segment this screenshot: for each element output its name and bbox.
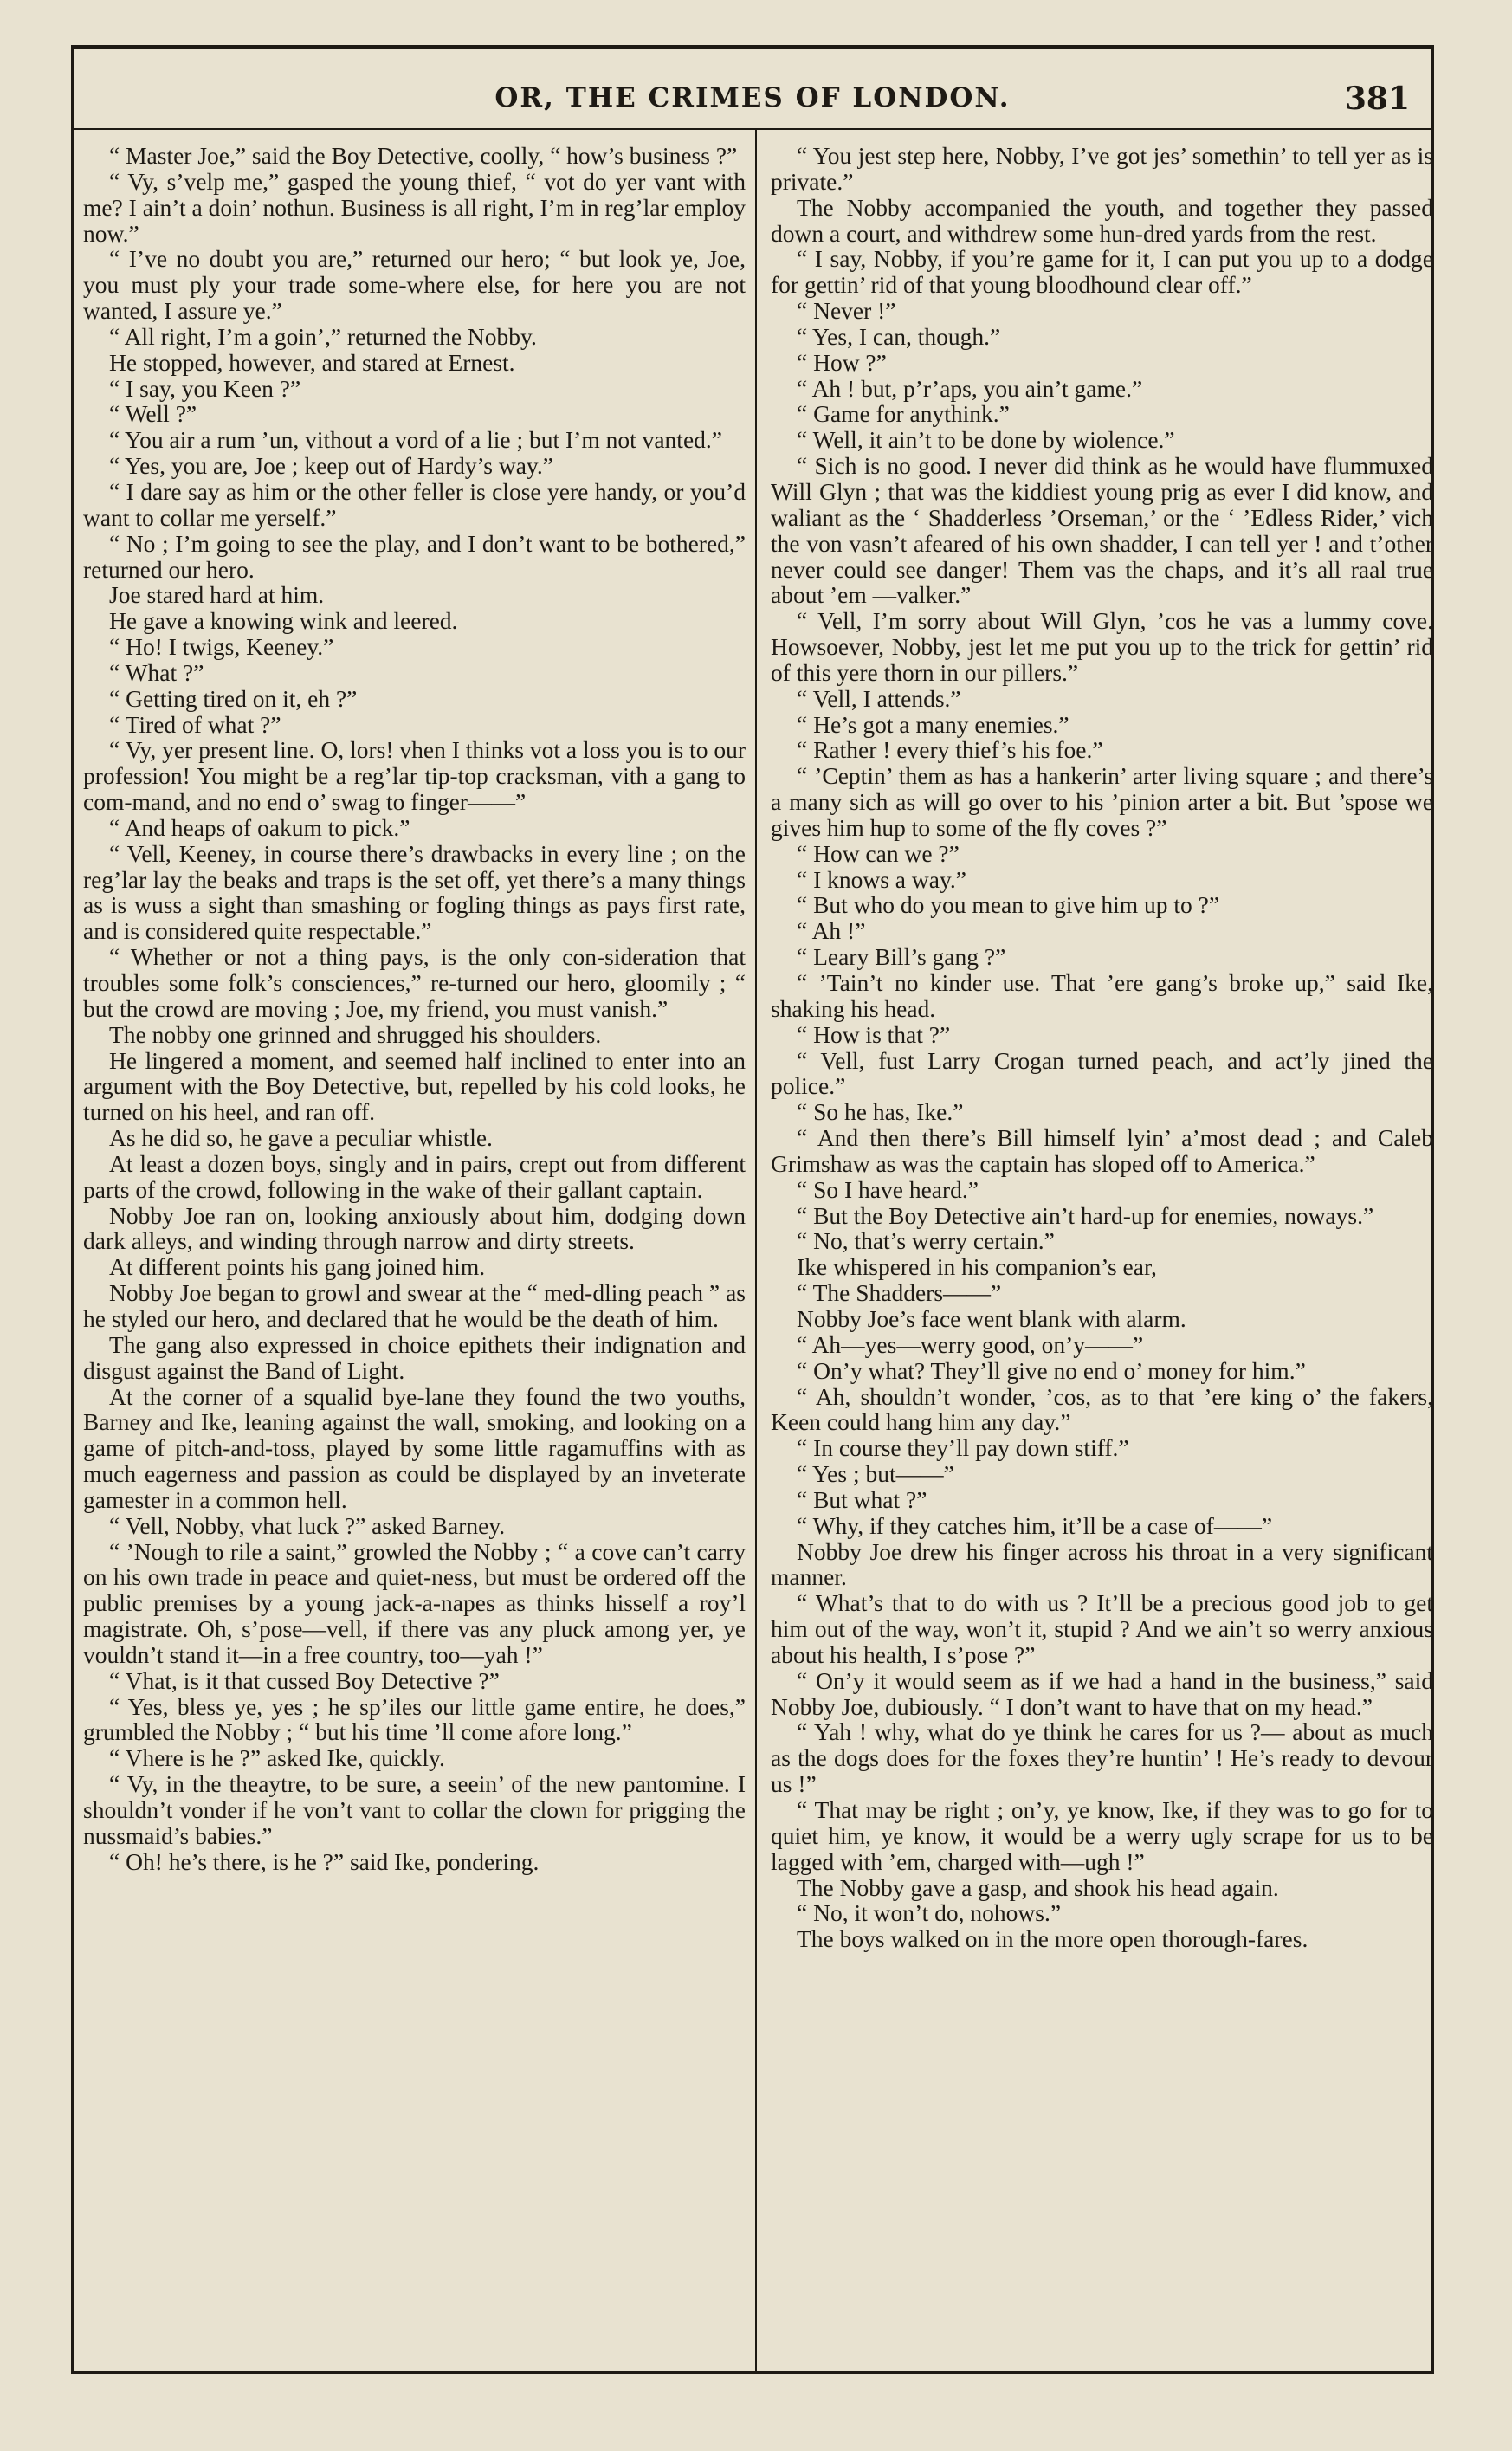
paragraph: “ The Shadders——” [797, 1279, 1002, 1307]
paragraph: “ I say, you Keen ?” [109, 374, 301, 402]
paragraph: Nobby Joe began to growl and swear at the “ med-dling peach ” as he styled our hero, and declared that he would be the death of him. [83, 1279, 746, 1332]
paragraph: “ Vell, I attends.” [797, 684, 961, 712]
paragraph: “ Ah—yes—werry good, on’y——” [797, 1330, 1144, 1358]
paragraph: “ But what ?” [797, 1485, 927, 1513]
paragraph: “ How is that ?” [797, 1020, 951, 1048]
paragraph: “ Vy, yer present line. O, lors! vhen I thinks vot a loss you is to our profession! You might be a reg’lar tip-top cracksman, vith a gang to com-mand, and no end o’ swag to finger——” [83, 736, 746, 816]
paragraph: “ Well ?” [109, 400, 197, 428]
paragraph: “ Yes ; but——” [797, 1460, 954, 1488]
paragraph: “ Yes, I can, though.” [797, 322, 1001, 350]
paragraph: “ But the Boy Detective ain’t hard-up for enemies, noways.” [797, 1201, 1374, 1229]
paragraph: “ All right, I’m a goin’,” returned the Nobby. [109, 322, 537, 350]
paragraph: “ ’Tain’t no kinder use. That ’ere gang’s broke up,” said Ike, shaking his head. [771, 969, 1433, 1022]
paragraph: “ I say, Nobby, if you’re game for it, I can put you up to a dodge for gettin’ rid of that young bloodhound clear off.” [771, 245, 1433, 299]
paragraph: The Nobby gave a gasp, and shook his head again. [797, 1873, 1279, 1901]
paragraph: “ Why, if they catches him, it’ll be a case of——” [797, 1511, 1273, 1539]
paragraph: “ Ah ! but, p’r’aps, you ain’t game.” [797, 374, 1143, 402]
paragraph: “ Yah ! why, what do ye think he cares for us ?— about as much as the dogs does for the foxes they’re huntin’ ! He’s ready to devour us !” [771, 1718, 1433, 1798]
paragraph: “ Yes, bless ye, yes ; he sp’iles our little game entire, he does,” grumbled the Nobby ; “ but his time ’ll come afore long.” [83, 1692, 746, 1746]
paragraph: Ike whispered in his companion’s ear, [797, 1253, 1157, 1281]
paragraph: Joe stared hard at him. [109, 581, 325, 609]
paragraph: “ Master Joe,” said the Boy Detective, coolly, “ how’s business ?” [109, 142, 738, 169]
paragraph: “ Leary Bill’s gang ?” [797, 943, 1006, 971]
paragraph: At the corner of a squalid bye-lane they found the two youths, Barney and Ike, leaning against the wall, smoking, and looking on a game of pitch-and-toss, played by some little ragamuffins with as much eagerness and passion as could be displayed by an inveterate gamester in a common hell. [83, 1382, 746, 1513]
paragraph: “ How can we ?” [797, 839, 960, 867]
paragraph: “ ’Ceptin’ them as has a hankerin’ arter living square ; and there’s a many sich as will go over to his ’pinion arter a bit. But ’spose we gives him hup to some of the fly coves ?” [771, 762, 1433, 841]
paragraph: “ Yes, you are, Joe ; keep out of Hardy’s way.” [109, 452, 553, 480]
paragraph: “ On’y what? They’ll give no end o’ money for him.” [797, 1356, 1306, 1384]
paragraph: “ Vell, fust Larry Crogan turned peach, and act’ly jined the police.” [771, 1046, 1433, 1100]
paragraph: “ Vell, I’m sorry about Will Glyn, ’cos he vas a lummy cove. Howsoever, Nobby, jest let me put you up to the trick for gettin’ rid of this yere thorn in our pillers.” [771, 607, 1433, 686]
page-number: 381 [1344, 81, 1410, 117]
paragraph: “ How ?” [797, 348, 887, 376]
column-divider [755, 130, 757, 2371]
paragraph: Nobby Joe’s face went blank with alarm. [797, 1304, 1186, 1332]
paragraph: “ Vhat, is it that cussed Boy Detective ?” [109, 1666, 500, 1694]
paragraph: “ That may be right ; on’y, ye know, Ike, if they was to go for to quiet him, ye know, it would be a werry ugly scrape for us to be lagged with ’em, charged with—ugh !” [771, 1796, 1433, 1875]
header-rule [74, 128, 1431, 130]
paragraph: The gang also expressed in choice epithets their indignation and disgust against the Band of Light. [83, 1330, 746, 1384]
bottom-rule [71, 2371, 1434, 2374]
paragraph: The Nobby accompanied the youth, and together they passed down a court, and withdrew some hun-dred yards from the rest. [771, 193, 1433, 247]
paragraph: At different points his gang joined him. [109, 1253, 486, 1281]
paragraph: “ Vy, s’velp me,” gasped the young thief, “ vot do yer vant with me? I ain’t a doin’ nothun. Business is all right, I’m in reg’lar employ now.” [83, 167, 746, 247]
paragraph: “ Vy, in the theaytre, to be sure, a seein’ of the new pantomine. I shouldn’t vonder if he von’t vant to collar the clown for prigging the nussmaid’s babies.” [83, 1770, 746, 1849]
paragraph: “ Vhere is he ?” asked Ike, quickly. [109, 1744, 445, 1772]
paragraph: “ Never !” [797, 297, 896, 325]
paragraph: At least a dozen boys, singly and in pairs, crept out from different parts of the crowd, following in the wake of their gallant captain. [83, 1149, 746, 1203]
paragraph: “ In course they’ll pay down stiff.” [797, 1434, 1129, 1462]
paragraph: “ Whether or not a thing pays, is the only con-sideration that troubles some folk’s consciences,” re-turned our hero, gloomily ; “ but the crowd are moving ; Joe, my friend, you must vanish.” [83, 943, 746, 1022]
top-rule [71, 45, 1434, 49]
paragraph: Nobby Joe drew his finger across his throat in a very significant manner. [771, 1537, 1433, 1591]
paragraph: “ What ?” [109, 658, 204, 686]
paragraph: “ Rather ! every thief’s his foe.” [797, 736, 1103, 764]
paragraph: “ What’s that to do with us ? It’ll be a precious good job to get him out of the way, won’t it, stupid ? And we ain’t so werry anxious about his health, I s’pose ?” [771, 1589, 1433, 1668]
paragraph: “ So he has, Ike.” [797, 1098, 964, 1126]
paragraph: “ I’ve no doubt you are,” returned our hero; “ but look ye, Joe, you must ply your trade some-where else, for here you are not wanted, I assure ye.” [83, 245, 746, 325]
paragraph: “ Game for anythink.” [797, 400, 1010, 428]
paragraph: “ Vell, Keeney, in course there’s drawbacks in every line ; on the reg’lar lay the beaks and traps is the set off, yet there’s a many things as is wuss a sight than smashing or fogling things as pays first rate, and is considered quite respectable.” [83, 839, 746, 945]
paragraph: “ Ho! I twigs, Keeney.” [109, 633, 334, 661]
left-column [83, 143, 746, 1875]
right-column [771, 143, 1433, 1952]
paragraph: “ Oh! he’s there, is he ?” said Ike, pondering. [109, 1847, 540, 1875]
paragraph: “ No ; I’m going to see the play, and I don’t want to be bothered,” returned our hero. [83, 529, 746, 583]
paragraph: “ You jest step here, Nobby, I’ve got jes’ somethin’ to tell yer as is private.” [771, 142, 1433, 195]
paragraph: “ ’Nough to rile a saint,” growled the Nobby ; “ a cove can’t carry on his own trade in peace and quiet-ness, but must be ordered off the public premises by a young jack-a-napes as thinks hisself a roy’l magistrate. Oh, s’pose—vell, if there vas any pluck among yer, ye vouldn’t stand it—in a free country, too—yah !” [83, 1537, 746, 1668]
paragraph: “ I knows a way.” [797, 865, 966, 893]
paragraph: “ Ah !” [797, 917, 866, 945]
paragraph: “ But who do you mean to give him up to ?” [797, 891, 1220, 919]
paragraph: “ On’y it would seem as if we had a hand in the business,” said Nobby Joe, dubiously. “ I don’t want to have that on my head.” [771, 1666, 1433, 1720]
paragraph: “ And then there’s Bill himself lyin’ a’most dead ; and Caleb Grimshaw as was the captain has sloped off to America.” [771, 1124, 1433, 1177]
paragraph: He lingered a moment, and seemed half inclined to enter into an argument with the Boy Detective, but, repelled by his cold looks, he turned on his heel, and ran off. [83, 1046, 746, 1126]
paragraph: “ I dare say as him or the other feller is close yere handy, or you’d want to collar me yerself.” [83, 477, 746, 531]
running-title: OR, THE CRIMES OF LONDON. [494, 82, 1011, 113]
paragraph: “ Getting tired on it, eh ?” [109, 684, 358, 712]
paragraph: “ You air a rum ’un, vithout a vord of a lie ; but I’m not vanted.” [109, 426, 722, 454]
paragraph: He stopped, however, and stared at Ernest. [109, 348, 515, 376]
paragraph: “ No, that’s werry certain.” [797, 1227, 1055, 1255]
paragraph: “ Ah, shouldn’t wonder, ’cos, as to that ’ere king o’ the fakers, Keen could hang him any day.” [771, 1382, 1433, 1436]
paragraph: “ He’s got a many enemies.” [797, 710, 1069, 738]
paragraph: Nobby Joe ran on, looking anxiously about him, dodging down dark alleys, and winding through narrow and dirty streets. [83, 1201, 746, 1255]
paragraph: The nobby one grinned and shrugged his shoulders. [109, 1020, 602, 1048]
paragraph: As he did so, he gave a peculiar whistle. [109, 1124, 493, 1152]
paragraph: “ Sich is no good. I never did think as he would have flummuxed Will Glyn ; that was the kiddiest young prig as ever I did know, and waliant as the ‘ Shadderless ’Orseman,’ or the ‘ ’Edless Rider,’ vich the von vasn’t afeared of his own shadder, I can tell yer ! and t’other never could see danger! Them vas the chaps, and it’s all raal true about ’em —valker.” [771, 452, 1433, 609]
paragraph: “ Tired of what ?” [109, 710, 281, 738]
paragraph: “ Vell, Nobby, vhat luck ?” asked Barney. [109, 1511, 506, 1539]
paragraph: He gave a knowing wink and leered. [109, 607, 458, 635]
paragraph: “ And heaps of oakum to pick.” [109, 813, 410, 841]
paragraph: “ Well, it ain’t to be done by wiolence.” [797, 426, 1175, 454]
paragraph: “ No, it won’t do, nohows.” [797, 1899, 1062, 1927]
paragraph: The boys walked on in the more open thorough-fares. [797, 1925, 1308, 1953]
left-border [71, 45, 74, 2374]
paragraph: “ So I have heard.” [797, 1175, 979, 1203]
